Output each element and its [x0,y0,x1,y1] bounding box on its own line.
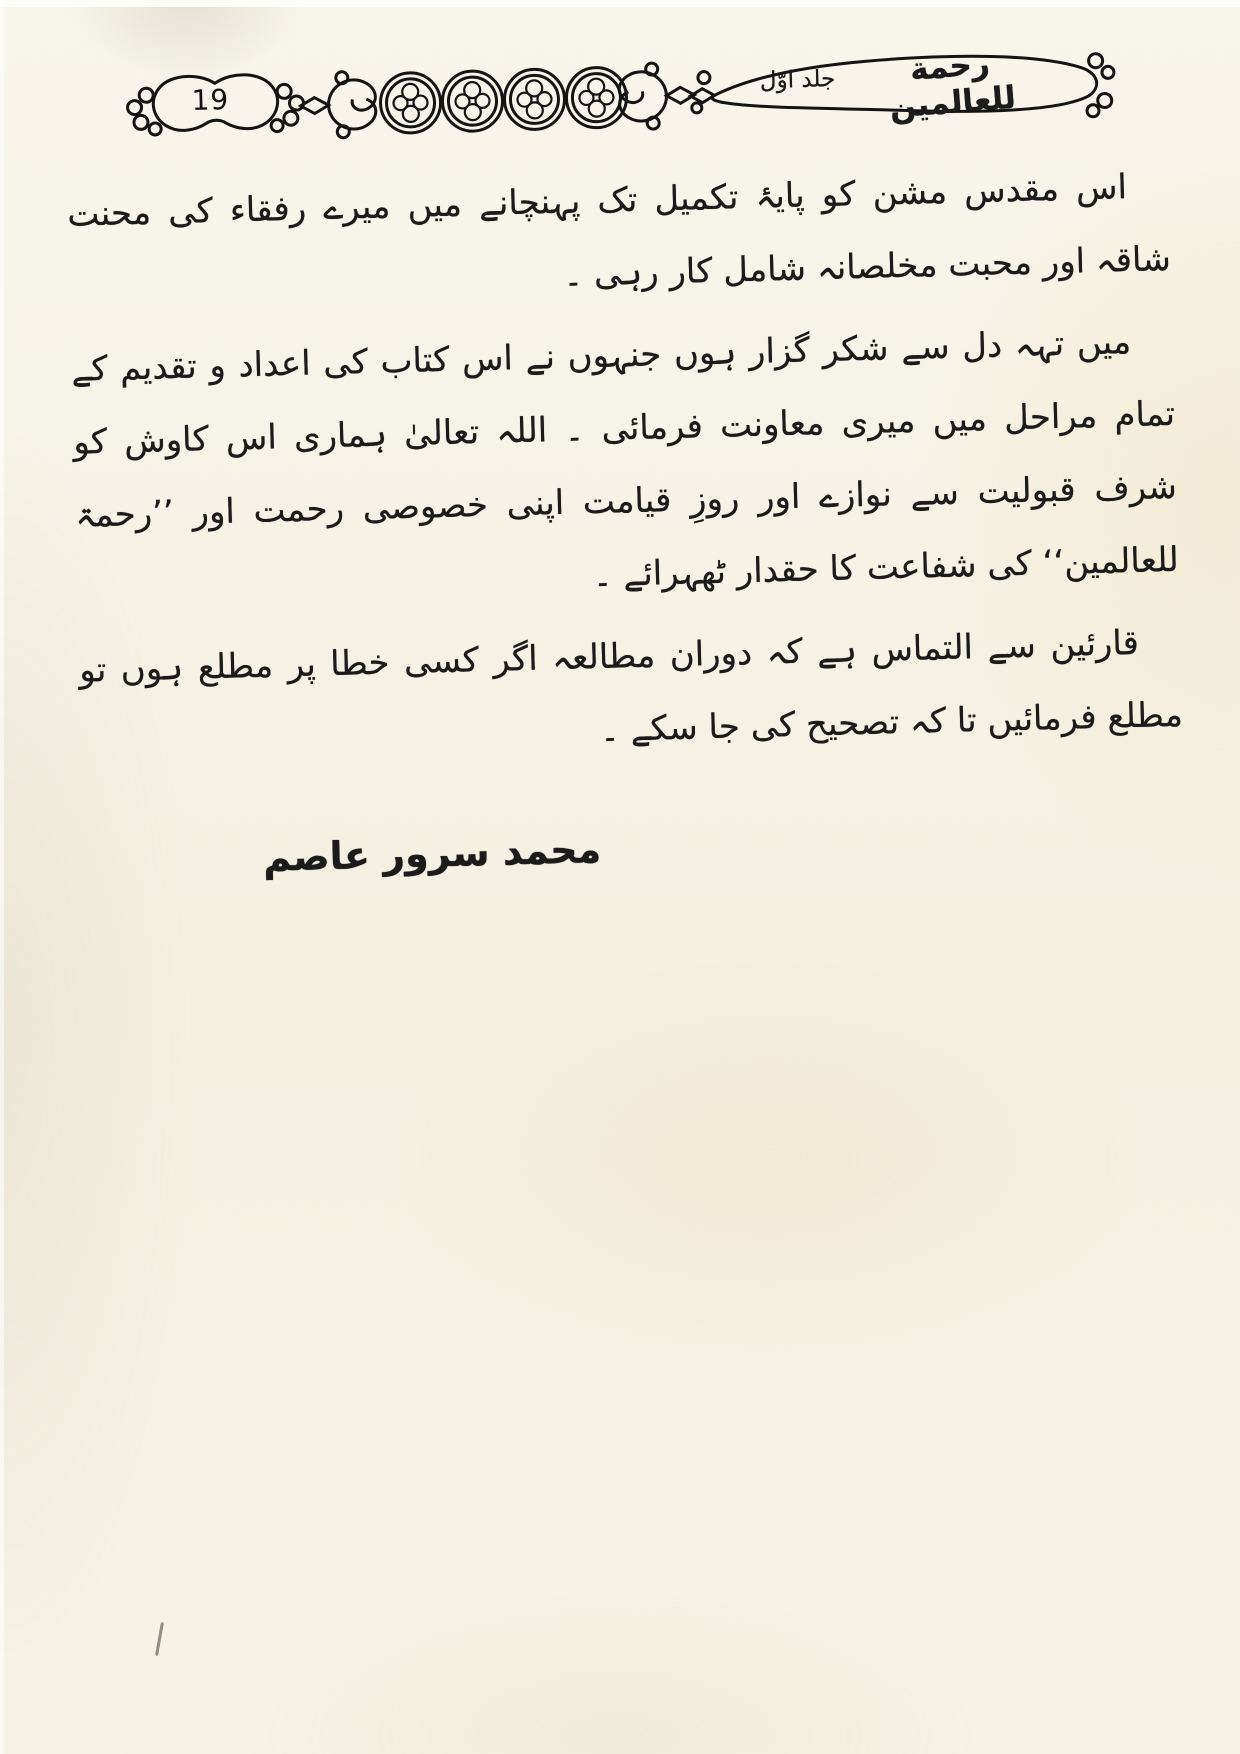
book-title: رحمة للعالمين [888,45,1018,126]
volume-label: جلد اوّل [759,65,836,95]
header-ornament-band [0,0,1240,163]
paragraph-2: میں تہہ دل سے شکر گزار ہوں جنہوں نے اس کتاب کی اعداد و تقدیم کے تمام مراحل میں میری معاونت فرمائی ۔ اللہ تعالیٰ ہماری اس کاوش کو شرف قبولیت سے نوازے اور روزِ قیامت اپنی خصوصی رحمت اور ’’رحمۃ للعالمین‘‘ کی شفاعت کا حقدار ٹھہرائے ۔ [70,322,1180,596]
page-number: 19 [191,82,230,117]
author-signature: محمد سرور عاصم [262,827,602,880]
pencil-mark [155,1622,164,1656]
ornament-chain-icon [297,50,699,151]
paragraph-3: قارئین سے التماس ہے کہ دوران مطالعہ اگر کسی خطا پر مطلع ہوں تو مطلع فرمائیں تا کہ تصحیح کی جا سکے ۔ [78,622,1184,751]
scan-edge-left [0,0,4,1754]
page-body [66,150,1186,900]
paragraph-1: اس مقدس مشن کو پایۂ تکمیل تک پہنچانے میں میرے رفقاء کی محنت شاقہ اور محبت مخلصانہ شامل کار رہی ۔ [66,167,1172,295]
